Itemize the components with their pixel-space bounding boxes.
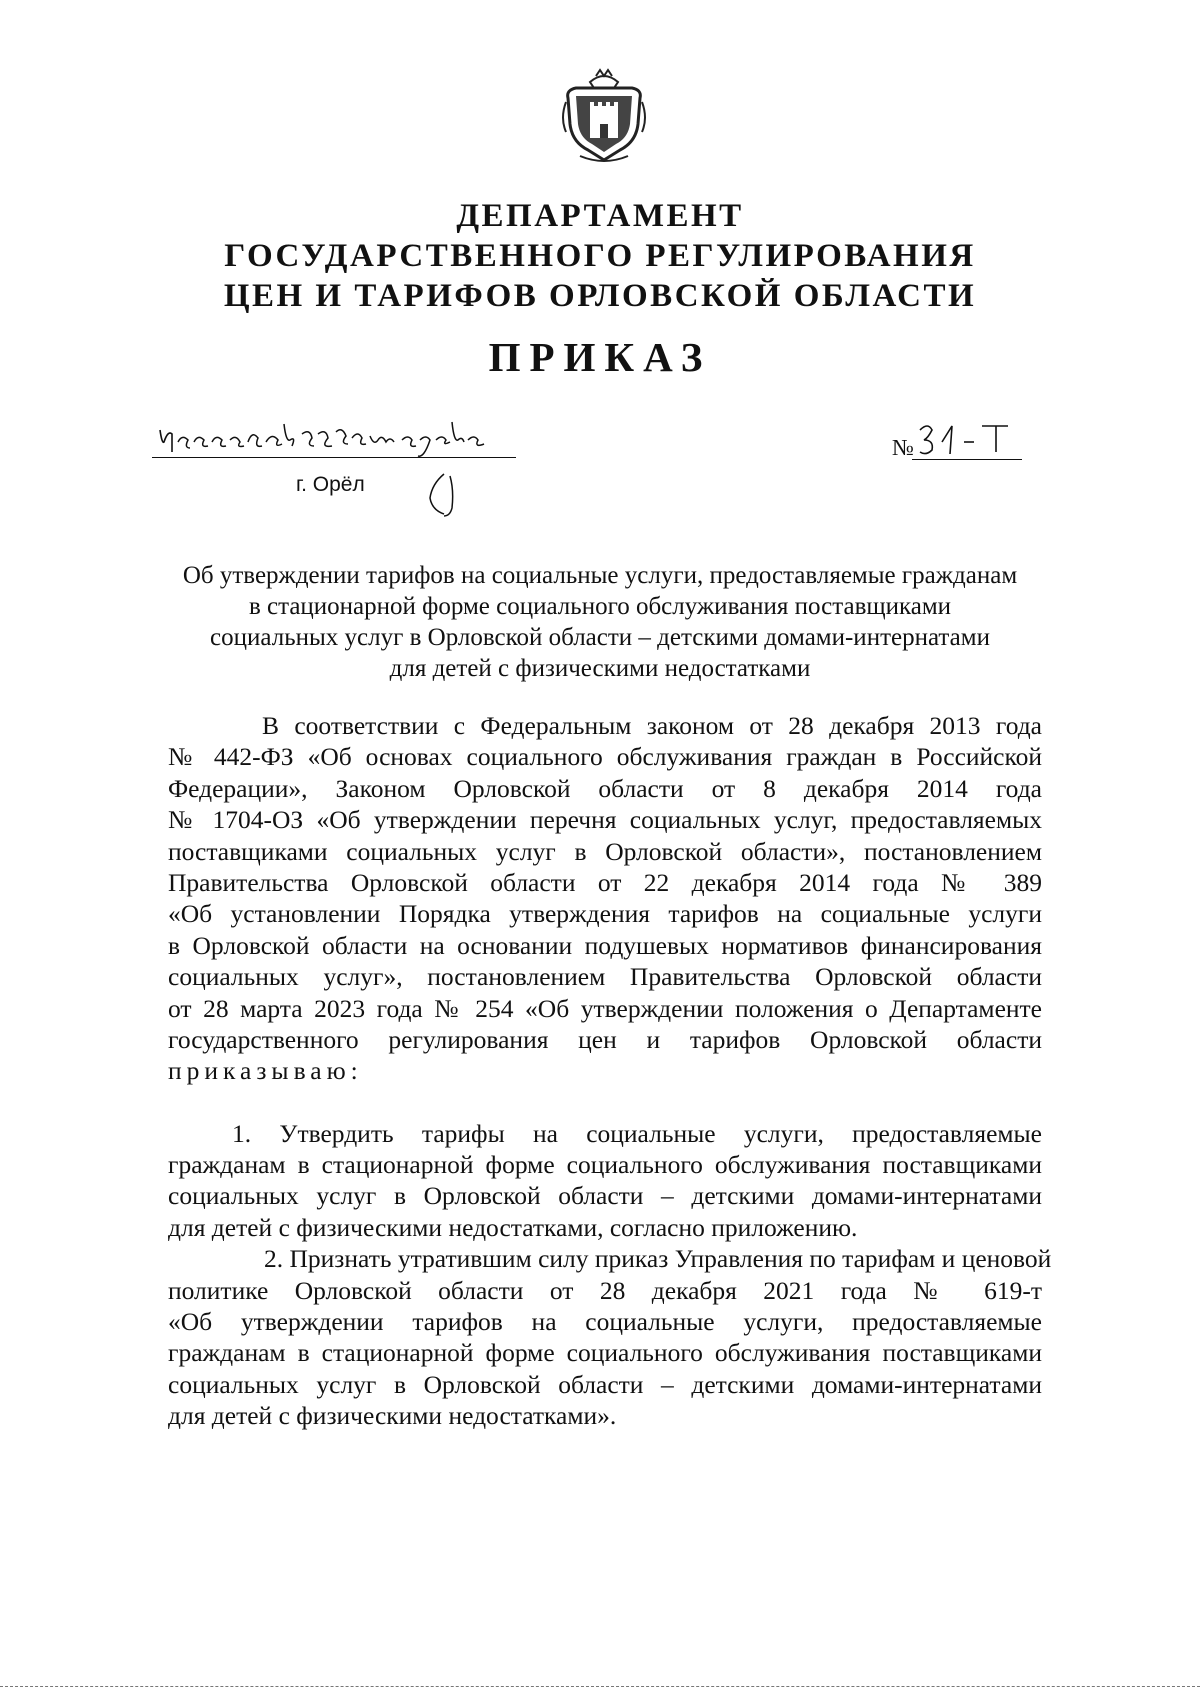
body-line: 1. Утвердить тарифы на социальные услуги, предоставляемые — [232, 1118, 1042, 1148]
body-line: приказываю: — [168, 1056, 363, 1086]
number-underline — [912, 459, 1022, 460]
header-line-1: ДЕПАРТАМЕНТ — [456, 198, 744, 234]
body-line: Правительства Орловской области от 22 декабря 2014 года № 389 — [168, 867, 1042, 897]
body-line: гражданам в стационарной форме социального обслуживания поставщиками — [168, 1338, 1042, 1368]
svg-text:31-т: 31-т — [916, 399, 945, 416]
item-2-paragraph — [168, 1243, 1052, 1431]
city-label: г. Орёл — [296, 473, 365, 496]
subject-line: Об утверждении тарифов на социальные услуги, предоставляемые гражданам — [182, 562, 1018, 589]
paragraph-gap — [168, 1087, 1042, 1118]
department-header — [0, 196, 1200, 316]
header-line-3: ЦЕН И ТАРИФОВ ОРЛОВСКОЙ ОБЛАСТИ — [223, 278, 977, 314]
body-line: № 1704-ОЗ «Об утверждении перечня социальных услуг, предоставляемых — [168, 805, 1042, 835]
subject-line: социальных услуг в Орловской области – детскими домами-интернатами — [210, 624, 990, 651]
handwritten-date — [152, 399, 512, 462]
preamble-paragraph — [168, 710, 1042, 1087]
svg-text:4 сентября 2023 года: 4 сентября 2023 года — [152, 399, 294, 416]
body-line: политике Орловской области от 28 декабря 2021 года № 619-т — [168, 1275, 1042, 1305]
body-line: социальных услуг», постановлением Правительства Орловской области — [168, 962, 1042, 992]
date-underline — [152, 457, 516, 458]
order-body — [168, 710, 1052, 1432]
order-subject — [140, 560, 1060, 684]
item-1-paragraph — [168, 1118, 1042, 1244]
body-line: «Об утверждении тарифов на социальные услуги, предоставляемые — [168, 1307, 1042, 1337]
body-line: для детей с физическими недостатками, согласно приложению. — [168, 1212, 858, 1242]
body-line: поставщиками социальных услуг в Орловской области», постановлением — [168, 836, 1042, 866]
header-line-2: ГОСУДАРСТВЕННОГО РЕГУЛИРОВАНИЯ — [224, 238, 976, 274]
body-line: государственного регулирования цен и тарифов Орловской области — [168, 1024, 1042, 1054]
body-line: социальных услуг в Орловской области – детскими домами-интернатами — [168, 1369, 1042, 1399]
body-line: от 28 марта 2023 года № 254 «Об утверждении положения о Департаменте — [168, 993, 1042, 1023]
body-line: гражданам в стационарной форме социального обслуживания поставщиками — [168, 1150, 1042, 1180]
scan-edge-line — [0, 1686, 1200, 1687]
subject-line: в стационарной форме социального обслуживания поставщиками — [248, 593, 952, 620]
body-line: в Орловской области на основании подушевых нормативов финансирования — [168, 930, 1042, 960]
body-line: Федерации», Законом Орловской области от 8 декабря 2014 года — [168, 773, 1042, 803]
body-line: 2. Признать утратившим силу приказ Управления по тарифам и ценовой — [264, 1244, 1052, 1274]
body-line: «Об установлении Порядка утверждения тарифов на социальные услуги — [168, 899, 1042, 929]
document-title: ПРИКАЗ — [488, 334, 712, 380]
body-line: № 442-ФЗ «Об основах социального обслуживания граждан в Российской — [168, 742, 1042, 772]
coat-of-arms-icon — [560, 68, 648, 168]
subject-line: для детей с физическими недостатками — [389, 655, 811, 682]
handwritten-mark — [424, 470, 464, 520]
body-line: социальных услуг в Орловской области – детскими домами-интернатами — [168, 1181, 1042, 1211]
body-line: для детей с физическими недостатками». — [168, 1401, 617, 1431]
number-sign: № — [892, 435, 914, 460]
handwritten-number — [916, 399, 1026, 462]
body-line: В соответствии с Федеральным законом от 28 декабря 2013 года — [262, 711, 1042, 740]
